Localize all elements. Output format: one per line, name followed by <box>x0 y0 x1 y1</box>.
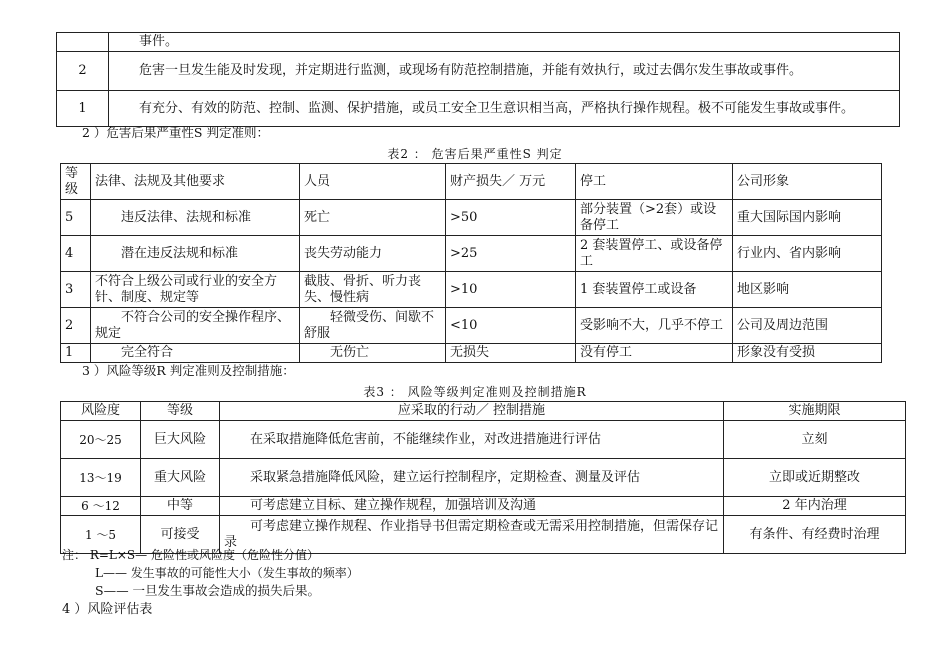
note-line: S—— 一旦发生事故会造成的损失后果。 <box>95 583 321 598</box>
loss-cell: >25 <box>446 236 576 272</box>
law-cell: 违反法律、法规和标准 <box>91 200 300 236</box>
level-cell: 3 <box>61 272 91 308</box>
level-cell: 1 <box>57 91 109 127</box>
header-cell: 财产损失／ 万元 <box>446 164 576 200</box>
table-caption: 表2 ： 危害后果严重性S 判定 <box>387 147 563 161</box>
image-cell: 地区影响 <box>733 272 882 308</box>
header-cell: 人员 <box>300 164 446 200</box>
action-cell: 可考虑建立目标、建立操作规程，加强培训及沟通 <box>220 497 724 516</box>
table-row <box>57 91 900 127</box>
deadline-cell: 2 年内治理 <box>724 497 906 516</box>
header-cell: 法律、法规及其他要求 <box>91 164 300 200</box>
table-row <box>57 33 900 52</box>
section-heading: 2 ）危害后果严重性S 判定准则： <box>82 125 269 140</box>
grade-cell: 中等 <box>141 497 220 516</box>
shutdown-cell: 1 套装置停工或设备 <box>576 272 733 308</box>
shutdown-cell: 受影响不大，几乎不停工 <box>576 308 733 344</box>
loss-cell: >10 <box>446 272 576 308</box>
table-row <box>61 344 882 363</box>
risk-degree-cell: 1 ～5 <box>61 516 141 554</box>
risk-level-table <box>60 401 906 554</box>
note-line: L—— 发生事故的可能性大小（发生事故的频率） <box>95 566 359 580</box>
level-cell: 4 <box>61 236 91 272</box>
criteria-cell: 有充分、有效的防范、控制、监测、保护措施，或员工安全卫生意识相当高，严格执行操作规程。极不可能发生事故或事件。 <box>109 91 900 127</box>
header-cell: 等级 <box>141 402 220 421</box>
section-heading: 4 ）风险评估表 <box>62 602 153 617</box>
table-row <box>61 497 906 516</box>
table-row <box>57 52 900 91</box>
risk-degree-cell: 6 ～12 <box>61 497 141 516</box>
shutdown-cell: 2 套装置停工、或设备停工 <box>576 236 733 272</box>
deadline-cell: 立刻 <box>724 421 906 459</box>
table-caption: 表3 ： 风险等级判定准则及控制措施R <box>363 385 587 399</box>
table-row <box>61 308 882 344</box>
personnel-cell: 死亡 <box>300 200 446 236</box>
header-cell: 停工 <box>576 164 733 200</box>
header-cell: 应采取的行动／ 控制措施 <box>220 402 724 421</box>
deadline-cell: 有条件、有经费时治理 <box>724 516 906 554</box>
table-header-row <box>61 164 882 200</box>
action-cell: 采取紧急措施降低风险，建立运行控制程序，定期检查、测量及评估 <box>220 459 724 497</box>
risk-degree-cell: 20～25 <box>61 421 141 459</box>
image-cell: 行业内、省内影响 <box>733 236 882 272</box>
table-header-row <box>61 402 906 421</box>
note-line: 注： R=L×S— 危险性或风险度（危险性分值） <box>62 548 319 562</box>
action-cell: 可考虑建立操作规程、作业指导书但需定期检查或无需采用控制措施，但需保存记录 <box>220 516 724 554</box>
risk-degree-cell: 13～19 <box>61 459 141 497</box>
personnel-cell: 截肢、骨折、听力丧失、慢性病 <box>300 272 446 308</box>
image-cell: 公司及周边范围 <box>733 308 882 344</box>
severity-table <box>60 163 882 363</box>
deadline-cell: 立即或近期整改 <box>724 459 906 497</box>
section-heading: 3 ）风险等级R 判定准则及控制措施： <box>82 363 295 378</box>
loss-cell: >50 <box>446 200 576 236</box>
level-cell: 5 <box>61 200 91 236</box>
law-cell: 潜在违反法规和标准 <box>91 236 300 272</box>
personnel-cell: 轻微受伤、间歇不舒服 <box>300 308 446 344</box>
image-cell: 重大国际国内影响 <box>733 200 882 236</box>
table-row <box>61 459 906 497</box>
table-row <box>61 200 882 236</box>
personnel-cell: 无伤亡 <box>300 344 446 363</box>
shutdown-cell: 部分装置（>2套）或设备停工 <box>576 200 733 236</box>
level-cell: 2 <box>57 52 109 91</box>
table-row <box>61 272 882 308</box>
header-cell: 等级 <box>61 164 91 200</box>
level-cell <box>57 33 109 52</box>
table-row <box>61 236 882 272</box>
image-cell: 形象没有受损 <box>733 344 882 363</box>
loss-cell: 无损失 <box>446 344 576 363</box>
criteria-cell: 危害一旦发生能及时发现，并定期进行监测，或现场有防范控制措施，并能有效执行，或过去偶尔发生事故或事件。 <box>109 52 900 91</box>
law-cell: 完全符合 <box>91 344 300 363</box>
grade-cell: 可接受 <box>141 516 220 554</box>
level-cell: 2 <box>61 308 91 344</box>
header-cell: 公司形象 <box>733 164 882 200</box>
personnel-cell: 丧失劳动能力 <box>300 236 446 272</box>
action-cell: 在采取措施降低危害前，不能继续作业，对改进措施进行评估 <box>220 421 724 459</box>
header-cell: 实施期限 <box>724 402 906 421</box>
law-cell: 不符合上级公司或行业的安全方针、制度、规定等 <box>91 272 300 308</box>
shutdown-cell: 没有停工 <box>576 344 733 363</box>
likelihood-table <box>56 32 900 127</box>
header-cell: 风险度 <box>61 402 141 421</box>
law-cell: 不符合公司的安全操作程序、规定 <box>91 308 300 344</box>
table-row <box>61 421 906 459</box>
loss-cell: <10 <box>446 308 576 344</box>
grade-cell: 巨大风险 <box>141 421 220 459</box>
level-cell: 1 <box>61 344 91 363</box>
grade-cell: 重大风险 <box>141 459 220 497</box>
criteria-cell: 事件。 <box>109 33 900 52</box>
